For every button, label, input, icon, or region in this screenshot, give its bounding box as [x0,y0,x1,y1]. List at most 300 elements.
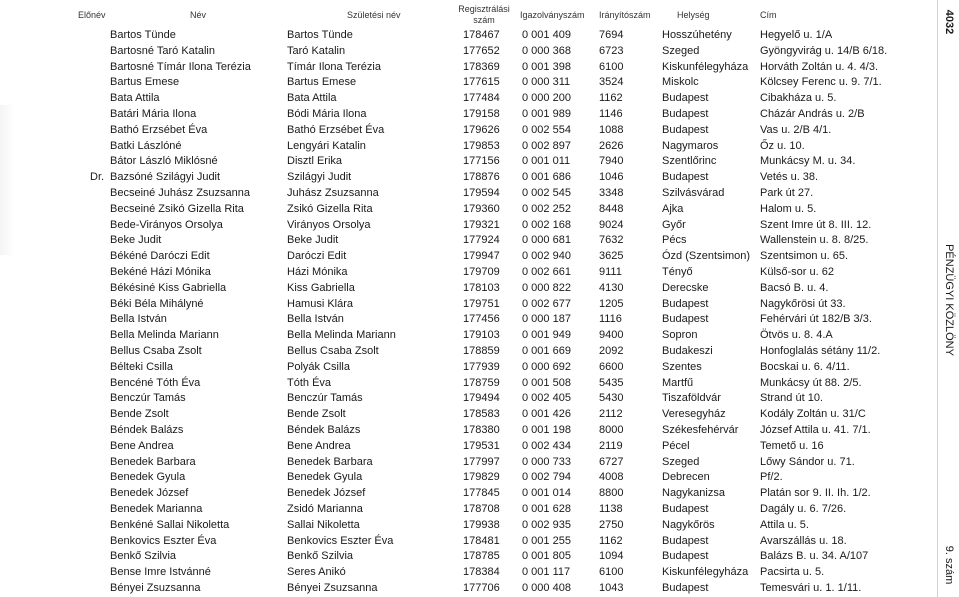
cell-reg-no: 179158 [463,107,500,120]
cell-city: Győr [662,218,686,231]
cell-address: Balázs B. u. 34. A/107 [760,550,869,563]
cell-birth-name: Zsikó Gizella Rita [287,202,373,215]
cell-id-card: 0 002 252 [522,202,571,215]
cell-name: Becseiné Juhász Zsuzsanna [110,186,251,199]
cell-zip: 1094 [599,550,624,563]
table-row [0,139,938,155]
table-row [0,549,938,565]
cell-city: Kiskunfélegyháza [662,60,749,73]
cell-zip: 2112 [599,408,623,421]
cell-city: Nagykanizsa [662,487,725,500]
issue-number: 9. szám [942,545,955,585]
cell-zip: 3348 [599,186,624,199]
header-zip: Irányítószám [599,10,651,20]
cell-id-card: 0 001 409 [522,29,571,41]
cell-city: Budapest [662,297,709,310]
table-row [0,565,938,581]
cell-address: Szentsimon u. 65. [760,250,849,263]
cell-birth-name: Daróczi Edit [287,250,347,263]
cell-city: Budapest [662,123,709,136]
cell-id-card: 0 001 628 [522,502,571,515]
cell-city: Székesfehérvár [662,423,739,436]
table-row [0,502,938,518]
header-city: Helység [677,10,710,20]
cell-city: Pécs [662,234,687,247]
cell-reg-no: 178384 [463,566,500,579]
table-row [0,581,938,597]
cell-birth-name: Bende Zsolt [287,408,346,421]
cell-address: Cházár András u. 2/B [760,107,865,120]
cell-zip: 9400 [599,329,624,342]
cell-address: Bocskai u. 6. 4/11. [760,360,850,373]
cell-id-card: 0 000 681 [522,234,571,247]
cell-birth-name: Bella Melinda Mariann [287,329,396,342]
cell-id-card: 0 000 733 [522,455,571,468]
cell-reg-no: 179947 [463,250,500,263]
cell-reg-no: 177706 [463,581,500,594]
table-row [0,360,938,376]
table-row [0,202,938,218]
cell-zip: 4130 [599,281,624,294]
cell-birth-name: Bényei Zsuzsanna [287,581,378,594]
cell-reg-no: 179321 [463,218,500,231]
cell-birth-name: Sallai Nikoletta [287,518,360,531]
cell-id-card: 0 001 989 [522,107,571,120]
cell-birth-name: Szilágyi Judit [287,171,352,184]
cell-city: Derecske [662,281,709,294]
cell-reg-no: 179103 [463,329,500,342]
cell-reg-no: 179360 [463,202,500,215]
cell-city: Szeged [662,455,700,468]
cell-address: József Attila u. 41. 7/1. [760,423,871,436]
cell-id-card: 0 001 669 [522,344,571,357]
cell-address: Dagály u. 6. 7/26. [760,502,847,515]
cell-name: Bazsóné Szilágyi Judit [110,171,221,184]
cell-birth-name: Béndek Balázs [287,423,361,436]
cell-name: Bella István [110,313,167,326]
cell-id-card: 0 000 692 [522,360,571,373]
cell-zip: 8000 [599,423,624,436]
table-row [0,265,938,281]
cell-address: Attila u. 5. [760,518,809,531]
cell-name: Benkéné Sallai Nikoletta [110,518,230,531]
cell-address: Szent Imre út 8. III. 12. [760,218,872,231]
cell-address: Vas u. 2/B 4/1. [760,123,832,136]
cell-zip: 1146 [599,107,623,120]
cell-zip: 1088 [599,123,624,136]
cell-birth-name: Disztl Erika [287,155,343,168]
table-row [0,28,938,44]
table-row [0,423,938,439]
cell-reg-no: 178859 [463,344,500,357]
table-row [0,60,938,76]
table-row [0,534,938,550]
cell-zip: 7632 [599,234,624,247]
cell-address: Pf/2. [760,471,783,484]
cell-name: Bencéné Tóth Éva [110,376,201,389]
cell-id-card: 0 001 014 [522,487,571,500]
cell-name: Benkovics Eszter Éva [110,534,217,547]
page-sidebar [937,0,959,597]
cell-reg-no: 177652 [463,44,500,57]
cell-birth-name: Lengyári Katalin [287,139,366,152]
cell-name: Bartus Emese [110,76,180,89]
cell-id-card: 0 002 897 [522,139,571,152]
cell-id-card: 0 001 508 [522,376,571,389]
cell-id-card: 0 002 677 [522,297,571,310]
cell-address: Honfoglalás sétány 11/2. [760,344,881,357]
cell-name: Becseiné Zsikó Gizella Rita [110,202,244,215]
cell-address: Park út 27. [760,186,814,199]
cell-reg-no: 179594 [463,186,500,199]
cell-id-card: 0 001 398 [522,60,571,73]
cell-id-card: 0 000 187 [522,313,571,326]
table-row [0,407,938,423]
cell-address: Wallenstein u. 8. 8/25. [760,234,869,247]
cell-id-card: 0 002 434 [522,439,571,452]
cell-birth-name: Benedek József [287,487,366,500]
cell-reg-no: 179853 [463,139,500,152]
cell-name: Batki Lászlóné [110,139,182,152]
cell-id-card: 0 002 794 [522,471,571,484]
table-row [0,154,938,170]
cell-id-card: 0 000 368 [522,44,571,57]
page-number: 4032 [942,9,955,35]
cell-address: Lőwy Sándor u. 71. [760,455,855,468]
cell-name: Bathó Erzsébet Éva [110,123,208,136]
cell-reg-no: 178785 [463,550,500,563]
cell-birth-name: Bartos Tünde [287,29,353,41]
cell-birth-name: Zsidó Marianna [287,502,363,515]
cell-id-card: 0 000 200 [522,92,571,105]
cell-zip: 3625 [599,250,624,263]
cell-id-card: 0 002 554 [522,123,571,136]
cell-reg-no: 178876 [463,171,500,184]
cell-city: Budapest [662,313,709,326]
table-row [0,218,938,234]
cell-address: Hegyelő u. 1/A [760,29,833,41]
cell-city: Szentes [662,360,702,373]
cell-name: Bartosné Taró Katalin [110,44,215,57]
cell-city: Miskolc [662,76,699,89]
cell-id-card: 0 001 686 [522,171,571,184]
cell-zip: 2750 [599,518,624,531]
table-row [0,486,938,502]
cell-name: Bélteki Csilla [110,360,173,373]
cell-id-card: 0 001 805 [522,550,571,563]
table-row [0,75,938,91]
cell-reg-no: 178369 [463,60,500,73]
table-row [0,376,938,392]
cell-address: Horváth Zoltán u. 4. 4/3. [760,60,879,73]
cell-reg-no: 179829 [463,471,500,484]
cell-city: Budapest [662,171,709,184]
cell-birth-name: Benkő Szilvia [287,550,354,563]
cell-city: Tiszaföldvár [662,392,721,405]
cell-city: Szilvásvárad [662,186,725,199]
cell-birth-name: Polyák Csilla [287,360,350,373]
cell-name: Benedek Gyula [110,471,186,484]
table-row [0,186,938,202]
cell-zip: 6100 [599,566,624,579]
cell-id-card: 0 000 311 [522,76,571,89]
cell-address: Platán sor 9. II. Ih. 1/2. [760,487,871,500]
cell-zip: 6100 [599,60,624,73]
table-row [0,344,938,360]
cell-id-card: 0 002 405 [522,392,571,405]
cell-name: Bátor László Miklósné [110,155,218,168]
header-prefix: Előnév [78,10,106,20]
cell-birth-name: Juhász Zsuzsanna [287,186,379,199]
cell-zip: 4008 [599,471,624,484]
table-row [0,391,938,407]
cell-address: Fehérvári út 182/B 3/3. [760,313,872,326]
cell-city: Szentlőrinc [662,155,717,168]
table-row [0,518,938,534]
cell-name: Bene Andrea [110,439,174,452]
cell-birth-name: Bata Attila [287,92,337,105]
register-table [0,28,938,597]
cell-address: Munkácsy út 88. 2/5. [760,376,862,389]
cell-zip: 2626 [599,139,624,152]
cell-city: Tényő [662,265,693,278]
cell-reg-no: 178583 [463,408,500,421]
table-row [0,455,938,471]
cell-reg-no: 178467 [463,29,500,41]
table-row [0,233,938,249]
table-row [0,123,938,139]
cell-address: Strand út 10. [760,392,823,405]
cell-id-card: 0 002 545 [522,186,571,199]
cell-city: Nagykőrös [662,518,715,531]
cell-zip: 8800 [599,487,624,500]
header-id-card: Igazolványszám [520,10,585,20]
cell-birth-name: Beke Judit [287,234,339,247]
cell-id-card: 0 000 408 [522,581,571,594]
cell-zip: 8448 [599,202,624,215]
cell-name: Benedek Marianna [110,502,203,515]
cell-reg-no: 178380 [463,423,500,436]
cell-zip: 7694 [599,29,624,41]
cell-name: Bense Imre Istvánné [110,566,211,579]
cell-id-card: 0 001 011 [522,155,571,168]
cell-name: Békéné Daróczi Edit [110,250,210,263]
cell-address: Kölcsey Ferenc u. 9. 7/1. [760,76,882,89]
cell-name: Beke Judit [110,234,162,247]
cell-name: Bata Attila [110,92,160,105]
cell-birth-name: Taró Katalin [287,44,346,57]
cell-birth-name: Seres Anikó [287,566,346,579]
cell-birth-name: Bartus Emese [287,76,357,89]
cell-city: Martfű [662,376,694,389]
cell-zip: 9024 [599,218,624,231]
cell-city: Debrecen [662,471,710,484]
cell-zip: 1138 [599,502,623,515]
cell-city: Szeged [662,44,700,57]
cell-birth-name: Hamusi Klára [287,297,354,310]
cell-reg-no: 179751 [463,297,500,310]
cell-reg-no: 177845 [463,487,500,500]
cell-city: Sopron [662,329,698,342]
cell-city: Veresegyház [662,408,726,421]
cell-name: Benedek József [110,487,189,500]
cell-id-card: 0 001 255 [522,534,571,547]
cell-id-card: 0 001 426 [522,408,571,421]
cell-zip: 5435 [599,376,624,389]
cell-name: Bartosné Tímár Ilona Terézia [110,60,251,73]
cell-zip: 1162 [599,534,623,547]
cell-address: Gyöngyvirág u. 14/B 6/18. [760,44,888,57]
cell-city: Hosszúhetény [662,29,732,41]
cell-address: Nagykőrösi út 33. [760,297,846,310]
cell-name: Béndek Balázs [110,423,184,436]
cell-name: Bellus Csaba Zsolt [110,344,202,357]
table-row [0,439,938,455]
table-row [0,44,938,60]
cell-name: Bende Zsolt [110,408,169,421]
cell-reg-no: 177156 [463,155,500,168]
cell-zip: 1046 [599,171,624,184]
cell-reg-no: 177615 [463,76,500,89]
cell-name: Benedek Barbara [110,455,196,468]
cell-name: Béki Béla Mihályné [110,297,204,310]
cell-birth-name: Bella István [287,313,344,326]
cell-id-card: 0 000 822 [522,281,571,294]
cell-address: Avarszállás u. 18. [760,534,847,547]
header-reg-no: Regisztrálási szám [458,4,510,25]
cell-birth-name: Bathó Erzsébet Éva [287,123,385,136]
cell-reg-no: 178481 [463,534,500,547]
cell-birth-name: Tímár Ilona Terézia [287,60,381,73]
cell-birth-name: Kiss Gabriella [287,281,355,294]
table-row [0,297,938,313]
cell-zip: 9111 [599,265,622,278]
cell-reg-no: 177484 [463,92,500,105]
cell-reg-no: 179494 [463,392,500,405]
cell-id-card: 0 001 949 [522,329,571,342]
table-row [0,470,938,486]
cell-zip: 1116 [599,313,622,326]
cell-city: Budapest [662,107,709,120]
cell-birth-name: Bene Andrea [287,439,351,452]
cell-reg-no: 178103 [463,281,500,294]
cell-city: Nagymaros [662,139,719,152]
cell-reg-no: 179626 [463,123,500,136]
cell-zip: 2119 [599,439,623,452]
table-row [0,107,938,123]
cell-id-card: 0 002 168 [522,218,571,231]
cell-id-card: 0 002 940 [522,250,571,263]
cell-reg-no: 177997 [463,455,500,468]
cell-birth-name: Benedek Barbara [287,455,373,468]
table-header [0,0,938,30]
cell-birth-name: Bódi Mária Ilona [287,107,367,120]
cell-name: Békésiné Kiss Gabriella [110,281,227,294]
cell-address: Vetés u. 38. [760,171,819,184]
cell-address: Őz u. 10. [760,139,805,152]
table-row [0,249,938,265]
cell-city: Ózd (Szentsimon) [662,250,751,263]
cell-reg-no: 177939 [463,360,500,373]
cell-birth-name: Benczúr Tamás [287,392,363,405]
cell-id-card: 0 002 935 [522,518,571,531]
cell-city: Budapest [662,534,709,547]
cell-address: Bacsó B. u. 4. [760,281,829,294]
table-row [0,328,938,344]
header-name: Név [190,10,207,20]
cell-birth-name: Benedek Gyula [287,471,363,484]
cell-birth-name: Virányos Orsolya [287,218,371,231]
cell-name: Bede-Virányos Orsolya [110,218,223,231]
table-row [0,281,938,297]
cell-city: Budapest [662,502,709,515]
cell-city: Pécel [662,439,690,452]
cell-zip: 6723 [599,44,624,57]
cell-zip: 6727 [599,455,624,468]
cell-name: Batári Mária Ilona [110,107,197,120]
cell-city: Budapest [662,581,709,594]
cell-reg-no: 179938 [463,518,500,531]
cell-address: Halom u. 5. [760,202,817,215]
cell-name: Bella Melinda Mariann [110,329,219,342]
cell-id-card: 0 001 117 [522,566,571,579]
cell-reg-no: 177456 [463,313,500,326]
header-birth-name: Születési név [347,10,401,20]
cell-birth-name: Bellus Csaba Zsolt [287,344,379,357]
cell-city: Kiskunfélegyháza [662,566,749,579]
cell-reg-no: 177924 [463,234,500,247]
cell-address: Külső-sor u. 62 [760,265,834,278]
cell-city: Budakeszi [662,344,713,357]
cell-zip: 3524 [599,76,624,89]
table-row [0,312,938,328]
cell-name: Benkő Szilvia [110,550,177,563]
cell-address: Munkácsy M. u. 34. [760,155,856,168]
cell-prefix: Dr. [90,171,105,184]
cell-zip: 1043 [599,581,624,594]
cell-zip: 2092 [599,344,624,357]
cell-reg-no: 178759 [463,376,500,389]
cell-address: Temesvári u. 1. 1/11. [760,581,862,594]
cell-city: Ajka [662,202,684,215]
table-row [0,170,938,186]
cell-address: Ötvös u. 8. 4.A [760,329,833,342]
header-address: Cím [760,10,777,20]
cell-zip: 1162 [599,92,623,105]
cell-birth-name: Tóth Éva [287,376,332,389]
cell-address: Cibakháza u. 5. [760,92,837,105]
cell-reg-no: 178708 [463,502,500,515]
cell-address: Kodály Zoltán u. 31/C [760,408,866,421]
cell-birth-name: Benkovics Eszter Éva [287,534,394,547]
cell-reg-no: 179531 [463,439,500,452]
journal-title: PÉNZÜGYI KÖZLÖNY [942,244,955,356]
cell-zip: 6600 [599,360,624,373]
cell-zip: 7940 [599,155,624,168]
cell-name: Benczúr Tamás [110,392,186,405]
cell-name: Bekéné Házi Mónika [110,265,211,278]
cell-address: Temető u. 16 [760,439,824,452]
cell-name: Bartos Tünde [110,29,176,41]
cell-birth-name: Házi Mónika [287,265,348,278]
cell-id-card: 0 001 198 [522,423,571,436]
cell-zip: 1205 [599,297,624,310]
cell-id-card: 0 002 661 [522,265,571,278]
cell-reg-no: 179709 [463,265,500,278]
cell-address: Pacsirta u. 5. [760,566,825,579]
cell-zip: 5430 [599,392,624,405]
table-row [0,91,938,107]
